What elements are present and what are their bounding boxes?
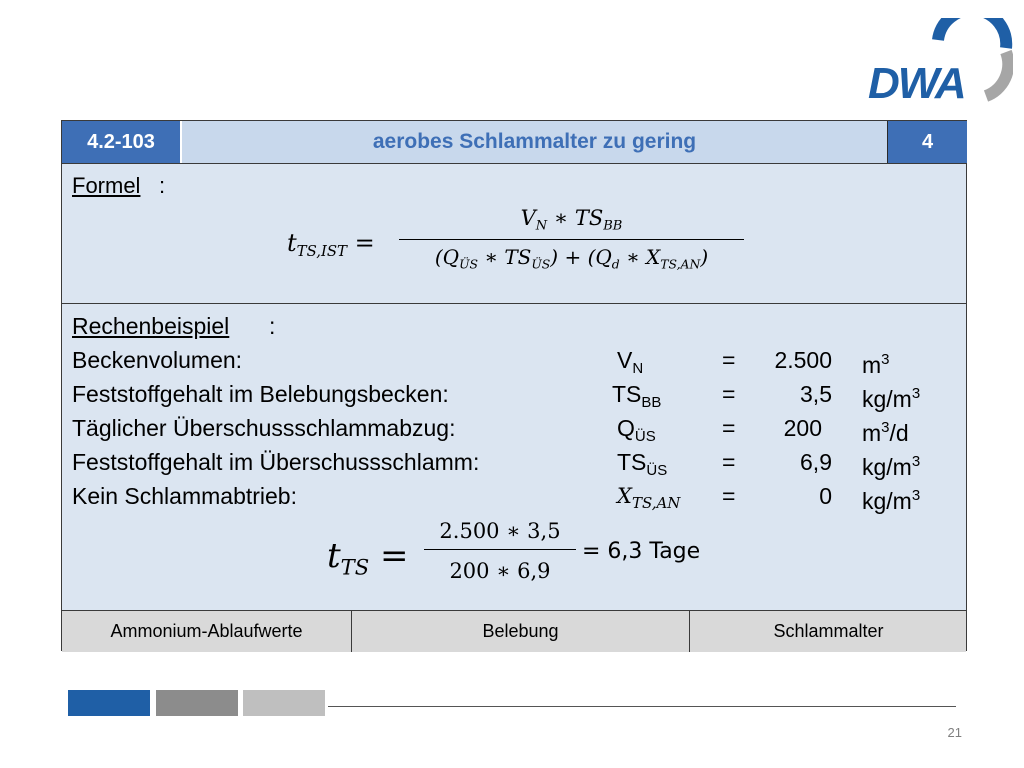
formula-colon: : (159, 173, 166, 198)
row-symbol: $V_N$ (617, 347, 644, 377)
row-unit: $kg/m^3$ (862, 385, 921, 412)
row-unit: $kg/m^3$ (862, 487, 921, 514)
row-value: 0 (819, 483, 832, 509)
header-code: 4.2-103 (62, 121, 182, 163)
decor-line (328, 706, 956, 707)
footer-tag: Ammonium-Ablaufwerte (62, 611, 352, 652)
calc-result: = 6,3 Tage (582, 539, 701, 564)
decor-bar-light-grey (243, 690, 325, 716)
row-unit: $kg/m^3$ (862, 453, 921, 480)
decor-bar-blue (68, 690, 150, 716)
calc-lhs: $t_{TS}$ = (327, 536, 409, 580)
formula-numerator: $V_N$ ∗ $TS_{BB}$ (520, 206, 623, 234)
card-header (62, 121, 966, 163)
calc-denominator: 200 ∗ 6,9 (449, 559, 551, 583)
logo-text: DWA (868, 59, 965, 108)
row-label: Beckenvolumen: (72, 347, 243, 373)
info-card (61, 120, 967, 651)
example-label: Rechenbeispiel (72, 313, 230, 339)
formula-label: Formel (72, 173, 141, 198)
row-symbol: $Q_{ÜS}$ (617, 415, 656, 445)
page-number: 21 (947, 725, 962, 740)
row-value: 2.500 (774, 347, 832, 373)
row-symbol: $TS_{BB}$ (612, 381, 662, 411)
row-equals: = (722, 415, 736, 441)
row-label: Feststoffgehalt im Belebungsbecken: (72, 381, 449, 407)
calc-numerator: 2.500 ∗ 3,5 (439, 519, 561, 543)
divider (62, 163, 966, 164)
footer-tag: Belebung (352, 611, 690, 652)
header-number: 4 (888, 121, 967, 163)
formula-lhs: $t_{TS,IST}$ = (287, 229, 375, 261)
dwa-logo (868, 18, 1013, 108)
row-label: Feststoffgehalt im Überschussschlamm: (72, 449, 480, 475)
row-value: 3,5 (800, 381, 832, 407)
row-label: Kein Schlammabtrieb: (72, 483, 297, 509)
calc-fraction-bar (424, 549, 576, 550)
card-footer (62, 610, 966, 652)
example-colon: : (269, 313, 276, 339)
row-value: 6,9 (800, 449, 832, 475)
footer-tag: Schlammalter (773, 621, 884, 641)
row-unit: $m^3/d$ (862, 419, 909, 446)
row-equals: = (722, 483, 736, 509)
decor-bar-grey (156, 690, 238, 716)
row-equals: = (722, 381, 736, 407)
formula-fraction-bar (399, 239, 744, 240)
row-symbol: $TS_{ÜS}$ (617, 449, 668, 479)
divider (62, 303, 966, 304)
row-equals: = (722, 347, 736, 373)
row-label: Täglicher Überschussschlammabzug: (72, 415, 456, 441)
row-unit: $m^3$ (862, 351, 890, 378)
row-equals: = (722, 449, 736, 475)
header-title: aerobes Schlammalter zu gering (182, 121, 888, 163)
row-symbol: $X_{TS,AN}$ (617, 484, 681, 512)
formula-denominator: ($Q_{ÜS}$ ∗ $TS_{ÜS}) + (Q_d$ ∗ $X_{TS,AN}$) (434, 245, 709, 272)
row-value: 200 (783, 415, 822, 441)
